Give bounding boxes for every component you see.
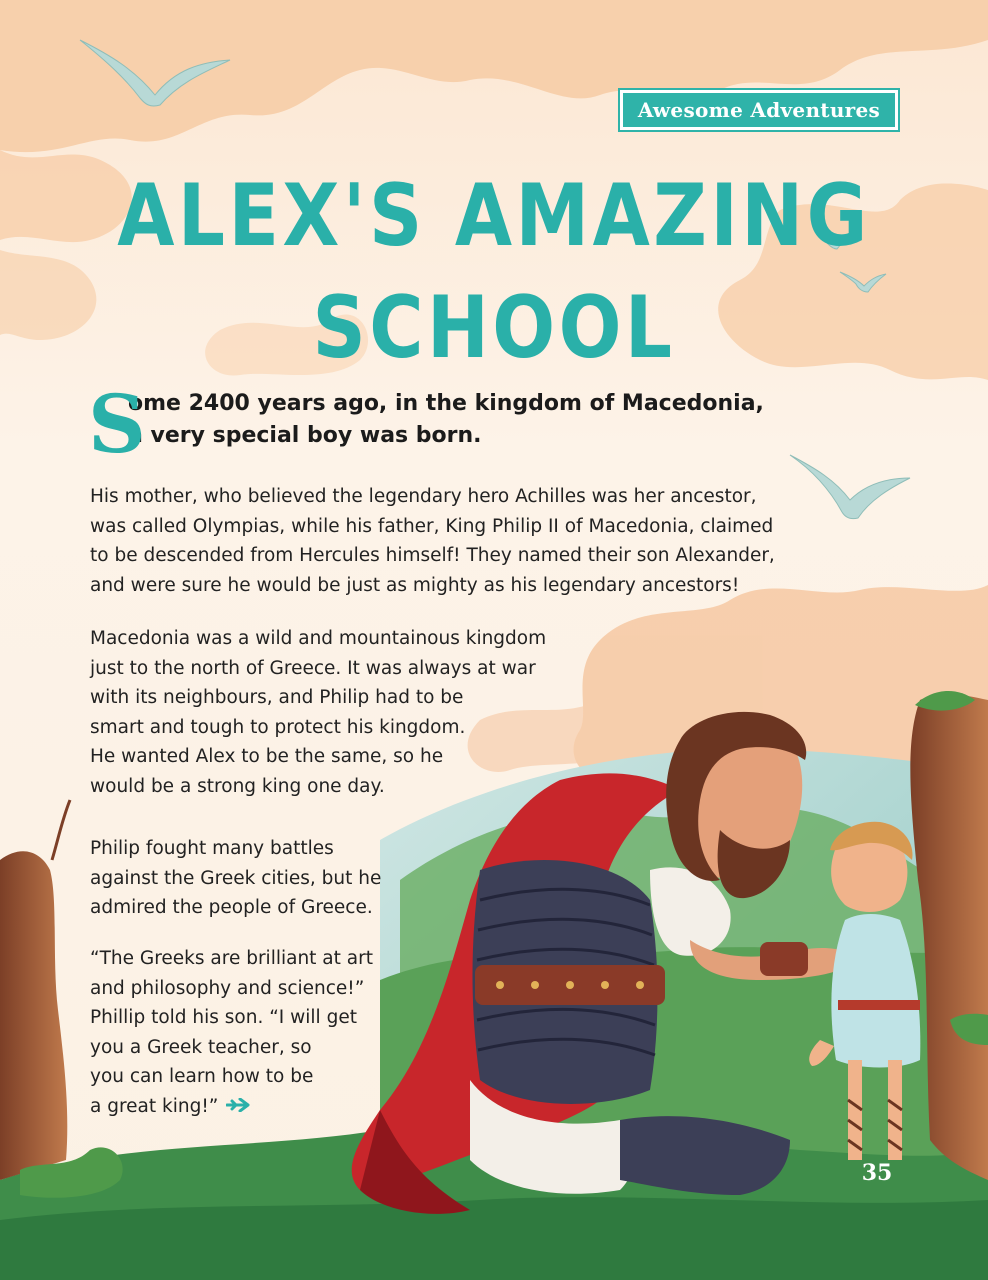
page-title [69,160,919,384]
intro-line-2: a very special boy was born. [128,423,482,448]
section-label-badge: Awesome Adventures [620,90,898,130]
paragraph-line: “The Greeks are brilliant at art [90,948,373,969]
paragraph-line: with its neighbours, and Philip had to be [90,687,464,708]
paragraph-line: was called Olympias, while his father, King Philip II of Macedonia, claimed [90,515,774,537]
paragraph-line: Phillip told his son. “I will get [90,1007,357,1028]
paragraph-line: admired the people of Greece. [90,897,373,918]
paragraph-line-last [90,1092,373,1122]
page-number: 35 [861,1160,893,1186]
paragraph-line: just to the north of Greece. It was always at war [90,657,536,679]
paragraph-line: smart and tough to protect his kingdom. [90,716,466,738]
paragraph-line: Macedonia was a wild and mountainous kingdom [90,628,547,649]
paragraph-1 [90,482,775,600]
intro-paragraph [88,377,848,471]
paragraph-line: and were sure he would be just as mighty as his legendary ancestors! [90,574,740,596]
paragraph-line: you can learn how to be [90,1066,314,1087]
paragraph-line: you a Greek teacher, so [90,1036,312,1058]
paragraph-line: He wanted Alex to be the same, so he [90,746,444,767]
paragraph-line: and philosophy and science!” [90,977,365,999]
paragraph-3 [90,834,381,923]
paragraph-line: against the Greek cities, but he [90,867,382,889]
paragraph-line: would be a strong king one day. [90,775,385,797]
intro-line-1: ome 2400 years ago, in the kingdom of Macedonia, [128,391,764,416]
arrow-right-icon [226,1092,256,1122]
last-line-text: a great king!” [90,1095,219,1117]
title-line-2: SCHOOL [312,278,676,378]
paragraph-2 [90,624,546,801]
paragraph-4 [90,944,373,1121]
title-line-1: ALEX'S AMAZING [117,166,871,266]
paragraph-line: Philip fought many battles [90,838,334,859]
paragraph-line: to be descended from Hercules himself! They named their son Alexander, [90,545,775,566]
paragraph-line: His mother, who believed the legendary hero Achilles was her ancestor, [90,486,757,507]
drop-cap: S [88,377,146,471]
